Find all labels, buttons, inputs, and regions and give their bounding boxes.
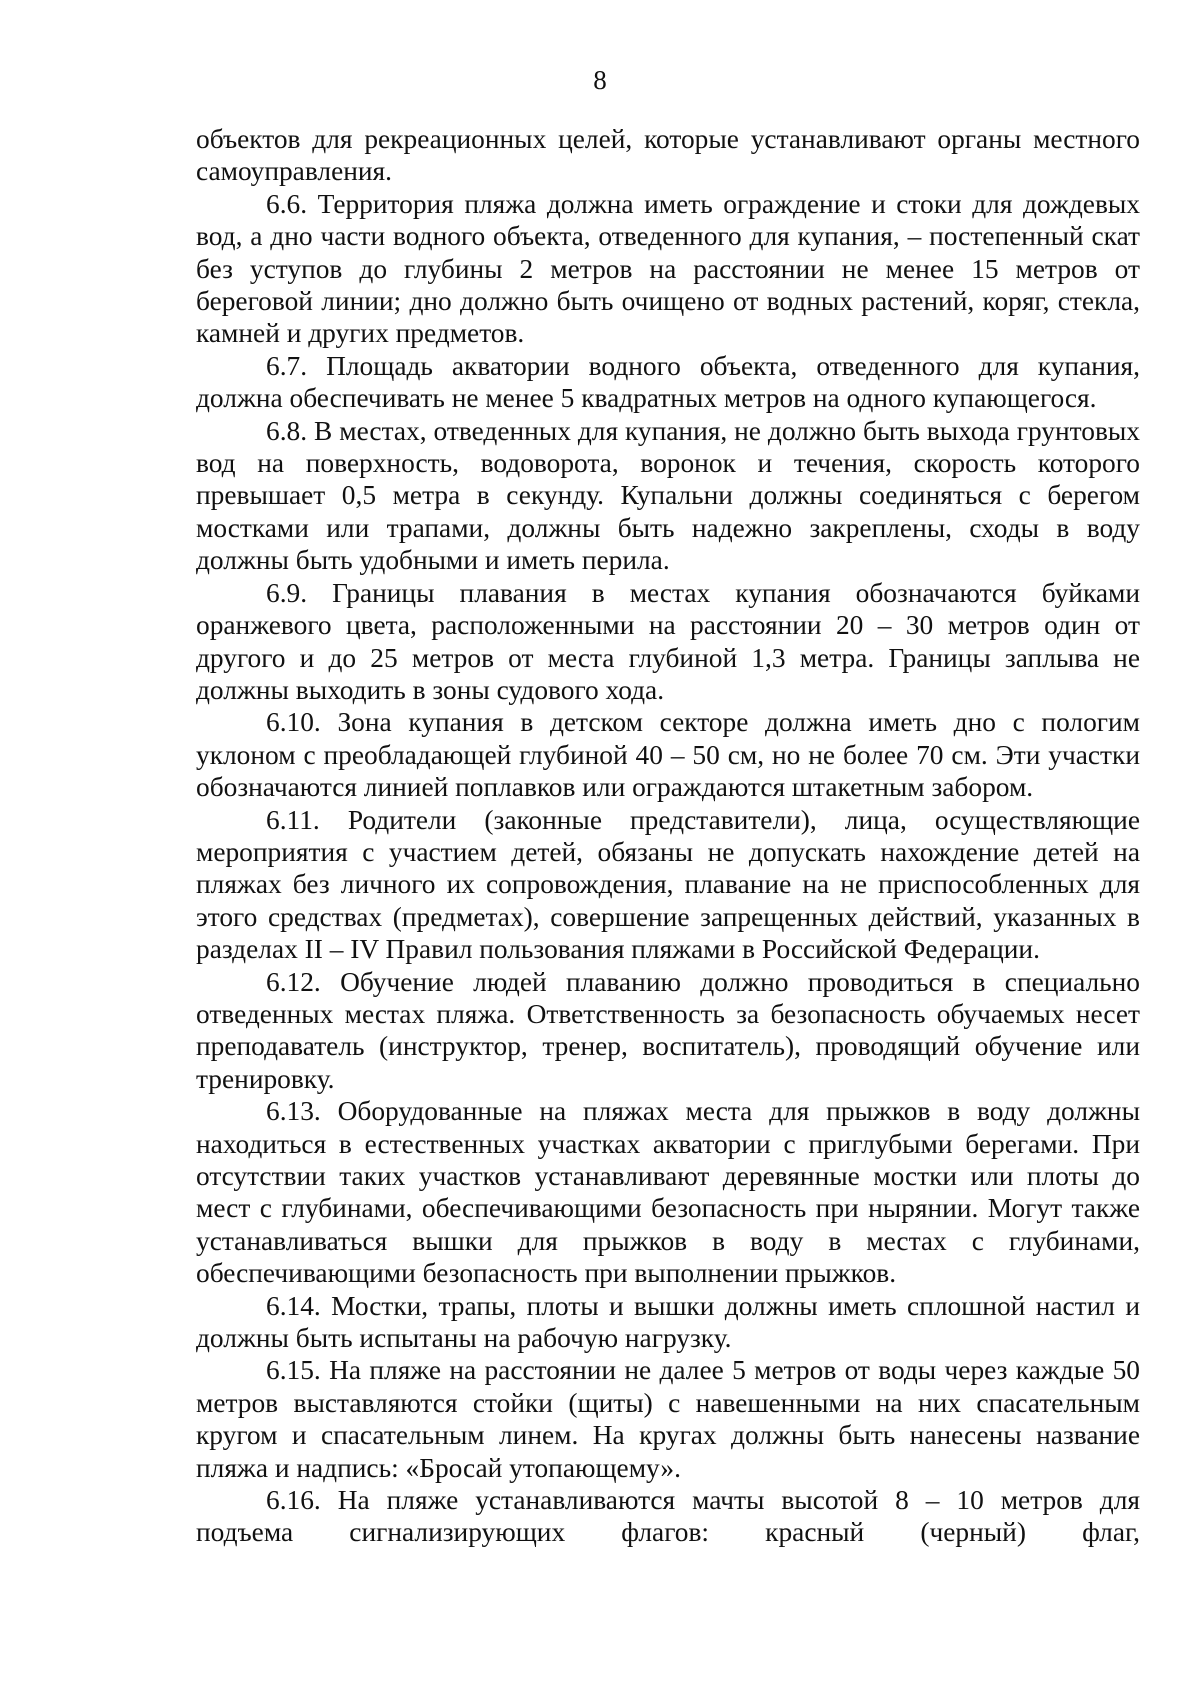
paragraph-6-13: 6.13. Оборудованные на пляжах места для прыжков в воду должны находиться в естественных участках акватории с приглубыми берегами. При отсутствии таких участков устанавливают деревянные мостки или плоты до мест с глубинами, обеспечивающими безопасность при нырянии. Могут также устанавливаться вышки для прыжков в воду в местах с глубинами, обеспечивающими безопасность при выполнении прыжков. — [196, 1096, 1140, 1289]
paragraph-6-12: 6.12. Обучение людей плаванию должно проводиться в специально отведенных местах пляжа. Ответственность за безопасность обучаемых несет преподаватель (инструктор, тренер, воспитатель), проводящий обучение или тренировку. — [196, 966, 1140, 1094]
document-body — [196, 123, 1140, 1549]
paragraph-continuation: объектов для рекреационных целей, которые устанавливают органы местного самоуправления. — [196, 124, 1140, 187]
paragraph-6-15: 6.15. На пляже на расстоянии не далее 5 метров от воды через каждые 50 метров выставляются стойки (щиты) с навешенными на них спасательным кругом и спасательным линем. На кругах должны быть нанесены название пляжа и надпись: «Бросай утопающему». — [196, 1355, 1140, 1483]
paragraph-6-6: 6.6. Территория пляжа должна иметь ограждение и стоки для дождевых вод, а дно части водного объекта, отведенного для купания, – постепенный скат без уступов до глубины 2 метров на расстоянии не менее 15 метров от береговой линии; дно должно быть очищено от водных растений, коряг, стекла, камней и других предметов. — [196, 188, 1140, 349]
paragraph-6-8: 6.8. В местах, отведенных для купания, не должно быть выхода грунтовых вод на поверхность, водоворота, воронок и течения, скорость которого превышает 0,5 метра в секунду. Купальни должны соединяться с берегом мостками или трапами, должны быть надежно закреплены, сходы в воду должны быть удобными и иметь перила. — [196, 415, 1140, 576]
page-number: 8 — [593, 65, 607, 95]
paragraph-6-14: 6.14. Мостки, трапы, плоты и вышки должны иметь сплошной настил и должны быть испытаны на рабочую нагрузку. — [196, 1290, 1140, 1354]
paragraph-6-10: 6.10. Зона купания в детском секторе должна иметь дно с пологим уклоном с преобладающей глубиной 40 – 50 см, но не более 70 см. Эти участки обозначаются линией поплавков или ограждаются штакетным забором. — [196, 707, 1140, 803]
paragraph-6-9: 6.9. Границы плавания в местах купания обозначаются буйками оранжевого цвета, расположенными на расстоянии 20 – 30 метров один от другого и до 25 метров от места глубиной 1,3 метра. Границы заплыва не должны выходить в зоны судового хода. — [196, 577, 1140, 705]
paragraph-6-11: 6.11. Родители (законные представители), лица, осуществляющие мероприятия с участием детей, обязаны не допускать нахождение детей на пляжах без личного их сопровождения, плавание на не приспособленных для этого средствах (предметах), совершение запрещенных действий, указанных в разделах II – IV Правил пользования пляжами в Российской Федерации. — [196, 804, 1140, 965]
paragraph-6-7: 6.7. Площадь акватории водного объекта, отведенного для купания, должна обеспечивать не менее 5 квадратных метров на одного купающегося. — [196, 350, 1140, 414]
paragraph-6-16: 6.16. На пляже устанавливаются мачты высотой 8 – 10 метров для подъема сигнализирующих флагов: красный (черный) флаг, — [196, 1485, 1140, 1548]
